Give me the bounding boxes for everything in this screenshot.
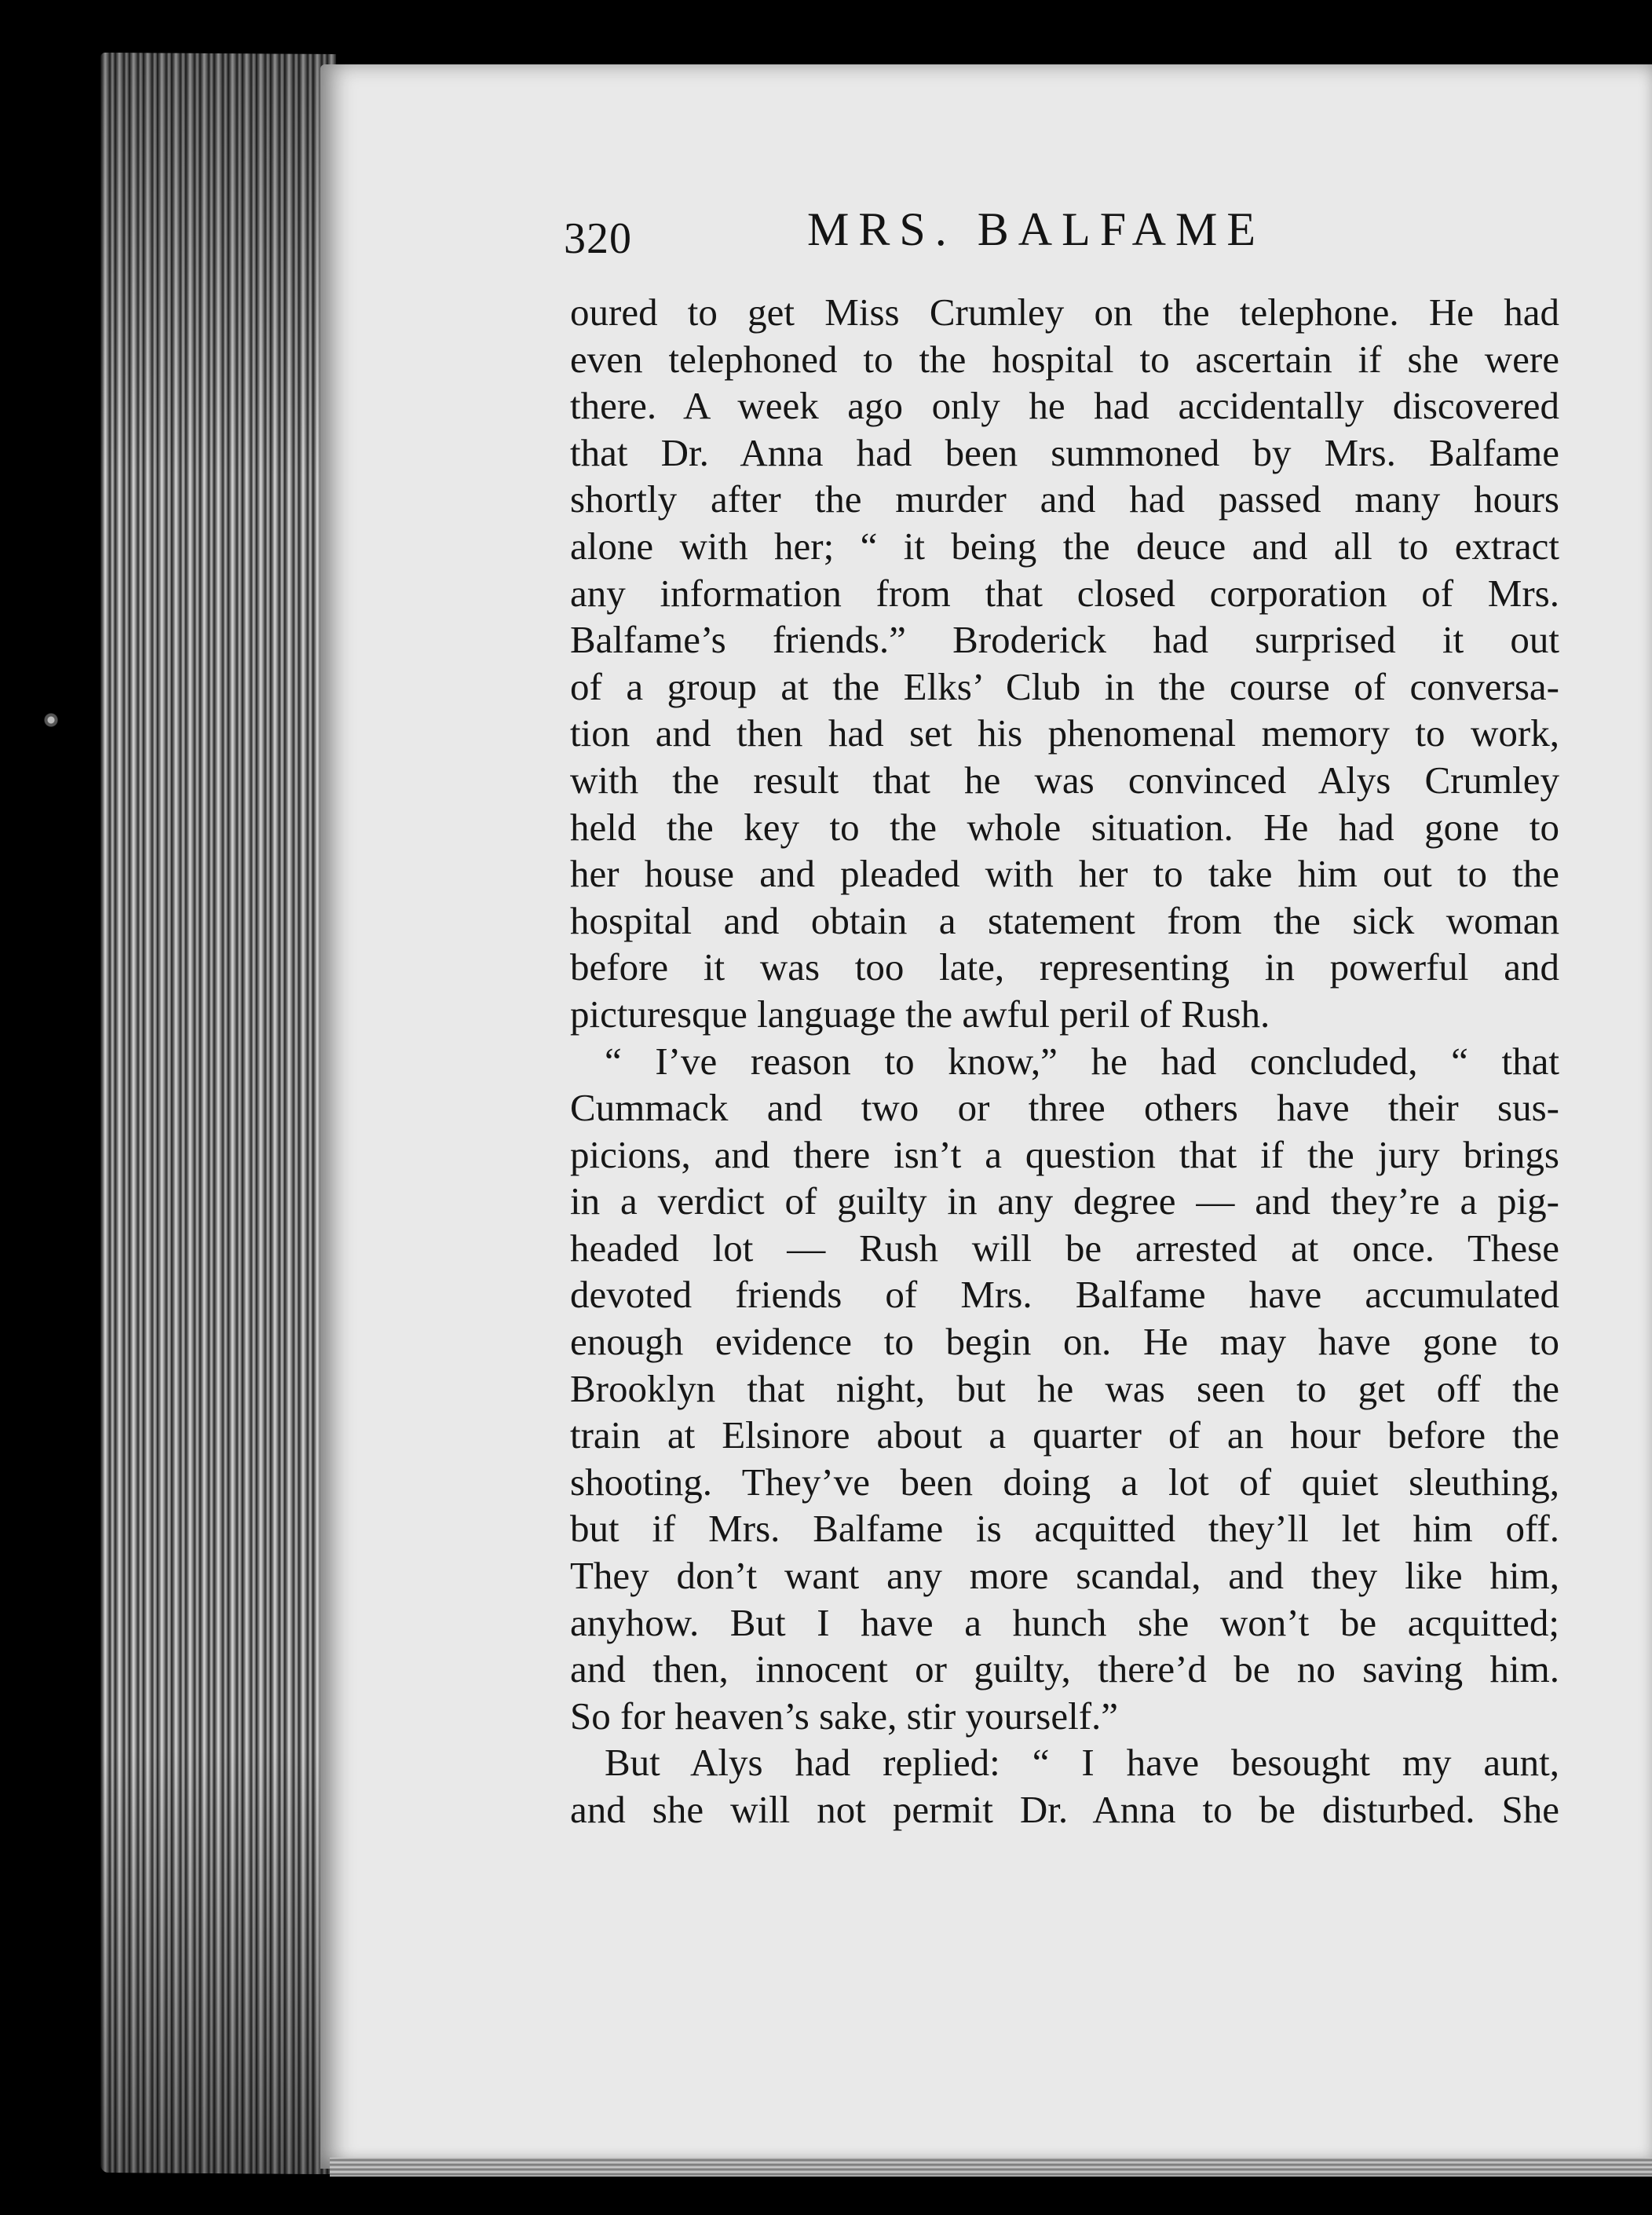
text-line: before it was too late, representing in powerful and <box>570 945 1559 989</box>
text-line: So for heaven’s sake, stir yourself.” <box>570 1694 1119 1738</box>
text-line: headed lot — Rush will be arrested at once. These <box>570 1226 1559 1270</box>
text-line: any information from that closed corporation of Mrs. <box>570 571 1559 615</box>
text-line: that Dr. Anna had been summoned by Mrs. Balfame <box>570 430 1559 474</box>
text-line: with the result that he was convinced Alys Crumley <box>570 758 1559 802</box>
running-title: MRS. BALFAME <box>807 203 1265 255</box>
scan-speck <box>41 707 61 733</box>
text-line: shortly after the murder and had passed many hours <box>570 477 1559 521</box>
text-line: held the key to the whole situation. He had gone to <box>570 805 1559 849</box>
text-line: her house and pleaded with her to take him out to the <box>570 852 1559 896</box>
text-line: anyhow. But I have a hunch she won’t be acquitted; <box>570 1600 1559 1644</box>
text-line: shooting. They’ve been doing a lot of quiet sleuthing, <box>570 1460 1559 1504</box>
text-line: They don’t want any more scandal, and they like him, <box>570 1554 1559 1598</box>
text-line: and then, innocent or guilty, there’d be no saving him. <box>570 1647 1559 1691</box>
text-line: devoted friends of Mrs. Balfame have accumulated <box>570 1273 1559 1317</box>
text-line: there. A week ago only he had accidentally discovered <box>570 384 1559 428</box>
text-line: and she will not permit Dr. Anna to be disturbed. She <box>570 1788 1559 1831</box>
text-line: “ I’ve reason to know,” he had concluded, “ that <box>605 1039 1559 1083</box>
text-line: hospital and obtain a statement from the sick woman <box>570 898 1559 942</box>
page-header <box>564 203 1584 265</box>
text-line: But Alys had replied: “ I have besought my aunt, <box>605 1741 1559 1785</box>
text-line: Balfame’s friends.” Broderick had surprised it out <box>570 618 1559 662</box>
page-bottom-edge <box>330 2158 1652 2177</box>
text-line: train at Elsinore about a quarter of an hour before the <box>570 1413 1559 1457</box>
text-line: in a verdict of guilty in any degree — and they’re a pig- <box>570 1179 1559 1223</box>
text-line: but if Mrs. Balfame is acquitted they’ll let him off. <box>570 1507 1559 1551</box>
text-line: oured to get Miss Crumley on the telephone. He had <box>570 291 1559 334</box>
text-line: picions, and there isn’t a question that if the jury brings <box>570 1132 1559 1176</box>
text-line: even telephoned to the hospital to ascertain if she were <box>570 337 1559 381</box>
page-number: 320 <box>564 214 632 263</box>
text-line: Cummack and two or three others have their sus- <box>570 1086 1559 1130</box>
body-text <box>570 289 1559 1833</box>
text-line: of a group at the Elks’ Club in the course of conversa- <box>570 664 1559 708</box>
book-page-edges <box>101 53 336 2174</box>
text-line: enough evidence to begin on. He may have gone to <box>570 1320 1559 1364</box>
text-line: Brooklyn that night, but he was seen to get off the <box>570 1366 1559 1410</box>
text-line: picturesque language the awful peril of Rush. <box>570 992 1270 1036</box>
text-line: alone with her; “ it being the deuce and all to extract <box>570 524 1559 568</box>
text-line: tion and then had set his phenomenal memory to work, <box>570 711 1559 755</box>
